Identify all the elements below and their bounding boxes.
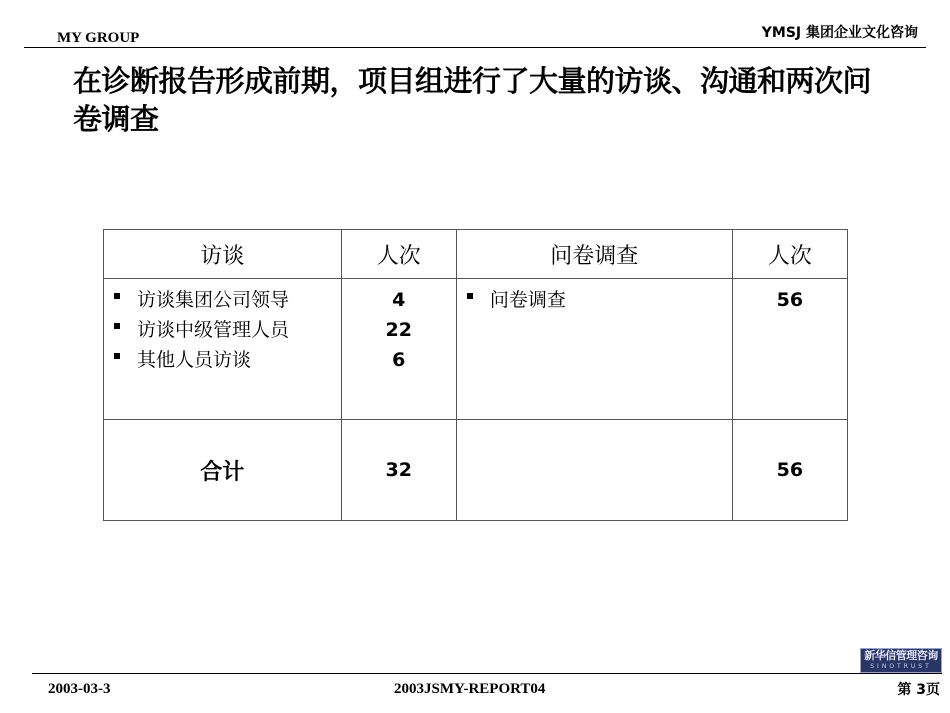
- bullet-icon: [114, 353, 120, 359]
- list-item: [114, 315, 341, 345]
- table-total-row: [104, 420, 848, 521]
- bullet-icon: [467, 293, 473, 299]
- survey-count: 56: [776, 289, 804, 311]
- total-label: 合计: [200, 459, 245, 485]
- interview-count: 4: [392, 289, 406, 311]
- header-interview: 访谈: [104, 230, 342, 279]
- logo-chinese-text: 新华信管理咨询: [864, 649, 938, 662]
- interview-item-label: 其他人员访谈: [137, 349, 252, 371]
- survey-items-cell: [456, 279, 732, 420]
- survey-item-label: 问卷调查: [489, 289, 566, 311]
- interview-items-cell: [104, 279, 342, 420]
- total-interview-cell: [341, 420, 456, 521]
- bullet-icon: [114, 293, 120, 299]
- header-company-title: YMSJ 集团企业文化咨询: [761, 25, 918, 41]
- logo-english-text: SINOTRUST: [870, 663, 932, 670]
- sinotrust-logo: [860, 648, 942, 673]
- footer-divider: [32, 673, 942, 674]
- total-empty-cell: [456, 420, 732, 521]
- slide-title: 在诊断报告形成前期，项目组进行了大量的访谈、沟通和两次问卷调查: [73, 64, 872, 136]
- total-label-cell: [104, 420, 342, 521]
- header-survey: 问卷调查: [456, 230, 732, 279]
- interview-survey-table: [103, 229, 848, 521]
- footer-page-number: 第 3页: [897, 682, 940, 698]
- total-interview-count: 32: [385, 459, 412, 481]
- list-item: [467, 285, 732, 315]
- total-survey-cell: [732, 420, 847, 521]
- total-survey-count: 56: [776, 459, 804, 481]
- interview-counts-cell: [341, 279, 456, 420]
- bullet-icon: [114, 323, 120, 329]
- header-interview-count: 人次: [341, 230, 456, 279]
- list-item: [114, 285, 341, 315]
- header-survey-count: 人次: [732, 230, 847, 279]
- interview-count: 6: [392, 349, 406, 371]
- survey-counts-cell: [732, 279, 847, 420]
- interview-item-label: 访谈中级管理人员: [137, 319, 290, 341]
- table-header-row: [104, 230, 848, 279]
- interview-count: 22: [385, 319, 412, 341]
- header-group-name: MY GROUP: [57, 30, 140, 46]
- header-divider: [24, 47, 926, 48]
- table-row: [104, 279, 848, 420]
- interview-item-label: 访谈集团公司领导: [137, 289, 290, 311]
- footer-report-id: 2003JSMY-REPORT04: [394, 681, 546, 697]
- footer-date: 2003-03-3: [48, 681, 111, 697]
- list-item: [114, 345, 341, 375]
